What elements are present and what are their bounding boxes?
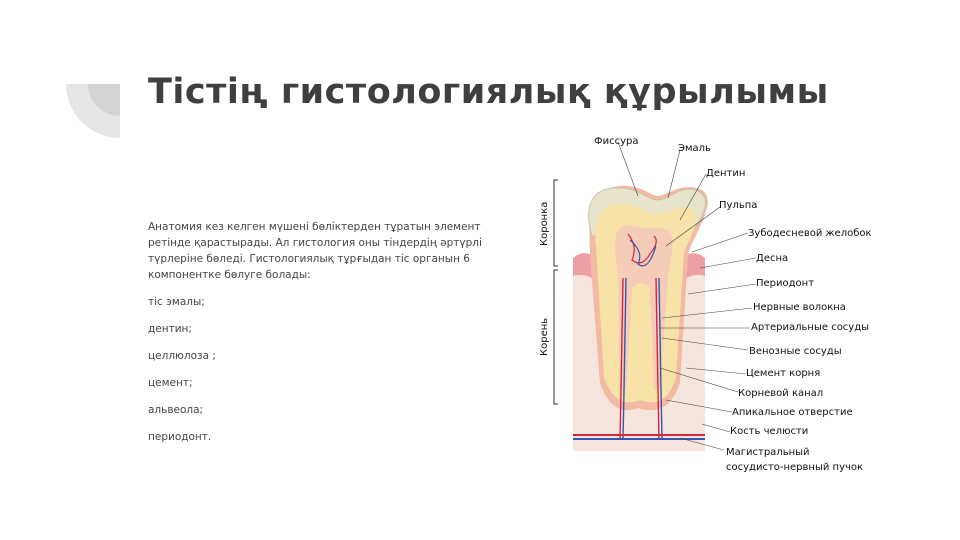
body-text [148,219,488,456]
crown-label: Коронка [539,201,550,246]
pulp-label: Пульпа [719,200,758,211]
nerve-fibers-label: Нервные волокна [753,302,846,313]
jaw-bone-label: Кость челюсти [730,426,809,437]
root-bracket [554,270,558,404]
list-item: целлюлоза ; [148,350,216,362]
list-item: тіс эмалы; [148,296,205,308]
gum [573,253,592,278]
gingival-sulcus-label: Зубодесневой желобок [748,228,872,239]
root-cement-label: Цемент корня [746,368,821,379]
intro-paragraph: Анатомия кез келген мүшені бөліктерден тұратын элемент ретінде қарастырады. Ал гистология оны тіндердің әртүрлі түрлеріне бөледі. Гистологиялық тұрғыдан тіс органын 6 компонентке бөлуге болады: [148,221,482,281]
neurovascular-bundle-label-2: сосудисто-нервный пучок [726,462,864,473]
list-item: цемент; [148,377,193,389]
decorative-ring [66,84,120,138]
neurovascular-bundle-label: Магистральный [726,447,810,458]
enamel-label: Эмаль [678,143,711,154]
decorative-ring-shape [66,84,120,138]
list-item: периодонт. [148,431,212,443]
periodontium-label: Периодонт [756,278,815,289]
dentin-label: Дентин [706,168,746,179]
list-item: альвеола; [148,404,204,416]
page-title: Тістің гистологиялық құрылымы [148,72,829,112]
gum-label: Десна [756,253,789,264]
tooth-diagram [520,128,880,480]
veins-label: Венозные сосуды [749,346,842,357]
root-label: Корень [539,317,550,356]
root-canal-label: Корневой канал [738,388,824,399]
apical-foramen-label: Апикальное отверстие [732,407,853,418]
list-item: дентин; [148,323,192,335]
arteries-label: Артериальные сосуды [751,322,870,333]
crown-bracket [554,180,558,266]
fissure-label: Фиссура [594,136,639,147]
